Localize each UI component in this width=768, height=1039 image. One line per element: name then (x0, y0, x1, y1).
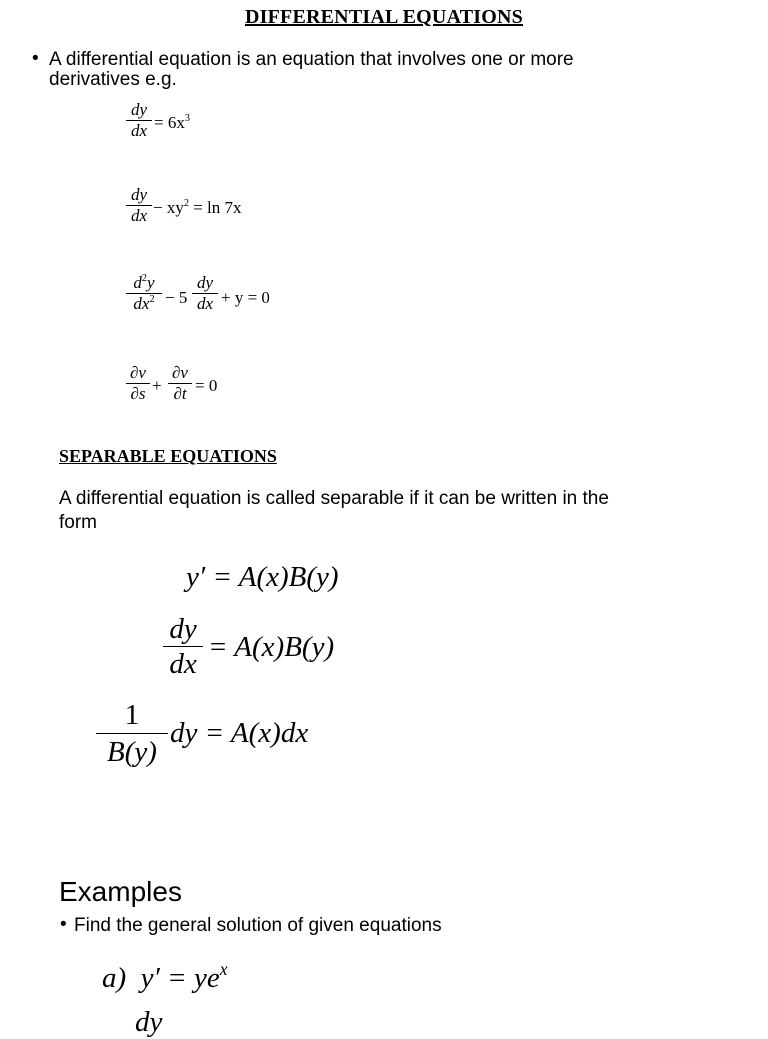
eq1-exponent: 3 (184, 112, 190, 124)
eq3-num-exponent: 2 (141, 272, 148, 284)
eq4-denominator-1: ∂s (130, 384, 146, 403)
eq-big2-rhs: = A(x)B(y) (208, 631, 335, 663)
eq1-numerator: dy (130, 100, 148, 119)
eq3-y: y (147, 273, 155, 292)
example-b-partial: dy (135, 1006, 163, 1038)
separable-heading: SEPARABLE EQUATIONS (59, 446, 277, 466)
example-a-exponent: x (219, 958, 228, 979)
separable-equation-1: y′ = A(x)B(y) (186, 561, 339, 593)
examples-bullet-dot: • (60, 914, 67, 935)
eq-big2-denominator: dx (169, 648, 197, 680)
eq-big3-numerator: 1 (124, 699, 140, 731)
eq4-numerator-1: ∂v (130, 363, 146, 382)
eq-big3-denominator: B(y) (107, 736, 157, 768)
eq1-rhs: = 6x (154, 113, 185, 132)
eq2-exponent: 2 (183, 197, 189, 209)
example-a-label: a) (102, 962, 127, 994)
eq-big3-rhs: dy = A(x)dx (170, 717, 309, 749)
page-title: DIFFERENTIAL EQUATIONS (245, 6, 523, 28)
separable-equation-3 (96, 697, 396, 782)
separable-equation-2 (163, 612, 413, 692)
eq4-rhs: = 0 (195, 376, 218, 395)
eq3-d: d (133, 273, 142, 292)
example-a (102, 958, 228, 995)
eq3-dx: dx (133, 294, 150, 313)
eq4-numerator-2: ∂v (172, 363, 188, 382)
eq1-denominator: dx (130, 121, 148, 140)
examples-text: Find the general solution of given equations (74, 915, 442, 936)
eq3-mid: − 5 (165, 288, 188, 307)
eq2-term: − xy (153, 198, 184, 217)
examples-heading: Examples (59, 876, 182, 907)
eq4-denominator-2: ∂t (173, 384, 187, 403)
eq2-rhs: = ln 7x (193, 198, 242, 217)
example-a-equation: y′ = ye (140, 962, 220, 994)
intro-line-2: derivatives e.g. (49, 69, 177, 90)
example-equation-3 (126, 273, 346, 329)
eq3-rhs: + y = 0 (221, 288, 270, 307)
separable-line-1: A differential equation is called separable if it can be written in the (59, 488, 609, 509)
example-equation-1 (126, 100, 306, 150)
eq3-denominator-2: dx (196, 294, 214, 313)
separable-line-2: form (59, 512, 97, 533)
intro-line-1: A differential equation is an equation that involves one or more (49, 49, 574, 70)
eq4-plus: + (152, 376, 162, 395)
example-equation-4 (126, 363, 326, 419)
bullet-dot: • (32, 48, 39, 69)
eq3-den-exponent: 2 (149, 293, 155, 305)
eq-big2-numerator: dy (169, 613, 197, 645)
eq2-denominator: dx (130, 206, 148, 225)
eq2-numerator: dy (130, 185, 148, 204)
eq3-numerator-2: dy (196, 273, 214, 292)
example-equation-2 (126, 185, 326, 235)
